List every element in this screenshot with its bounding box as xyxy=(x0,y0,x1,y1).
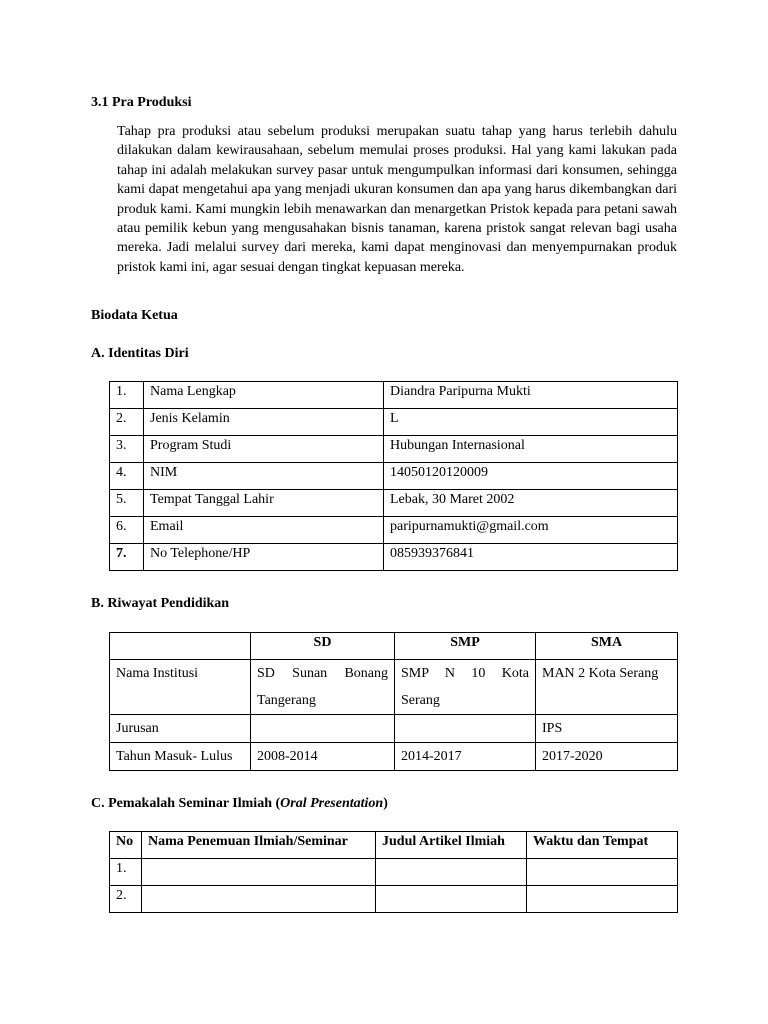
row-label: Tahun Masuk- Lulus xyxy=(110,743,251,771)
smp-cell: SMP N 10 Kota Serang xyxy=(395,660,536,715)
row-value: 14050120120009 xyxy=(384,463,678,490)
row-number: 1. xyxy=(110,859,142,886)
table-row xyxy=(110,382,678,409)
row-label: Tempat Tanggal Lahir xyxy=(144,490,384,517)
sd-cell: SD Sunan Bonang Tangerang xyxy=(251,660,395,715)
row-number: 4. xyxy=(110,463,144,490)
column-header: SMA xyxy=(536,633,678,660)
table-row xyxy=(110,660,678,715)
row-number: 6. xyxy=(110,517,144,544)
row-label: NIM xyxy=(144,463,384,490)
table-row xyxy=(110,544,678,571)
row-number: 5. xyxy=(110,490,144,517)
article-title-cell xyxy=(376,859,527,886)
row-value: paripurnamukti@gmail.com xyxy=(384,517,678,544)
column-header: Judul Artikel Ilmiah xyxy=(376,832,527,859)
table-row xyxy=(110,436,678,463)
table-header-row xyxy=(110,832,678,859)
row-number: 1. xyxy=(110,382,144,409)
row-label: Nama Lengkap xyxy=(144,382,384,409)
smp-cell: 2014-2017 xyxy=(395,743,536,771)
row-value: Lebak, 30 Maret 2002 xyxy=(384,490,678,517)
sma-cell: MAN 2 Kota Serang xyxy=(536,660,678,715)
sma-cell: IPS xyxy=(536,715,678,743)
table-row xyxy=(110,743,678,771)
row-number: 2. xyxy=(110,409,144,436)
column-header: SMP xyxy=(395,633,536,660)
identity-title: A. Identitas Diri xyxy=(91,346,189,361)
row-label: Email xyxy=(144,517,384,544)
body-paragraph: Tahap pra produksi atau sebelum produksi merupakan suatu tahap yang harus terlebih dahulu dilakukan dalam kewirausahaan, sebelum memulai proses produksi. Hal yang kami lakukan pada tahap ini adalah melakukan survey pasar untuk mengumpulkan informasi dari konsumen, sehingga kami dapat mengetahui apa yang menjadi ukuran konsumen dan apa yang harus dikembangkan dari produk kami. Kami mungkin lebih menawarkan dan menargetkan Pristok kepada para petani sawah atau pemilik kebun yang mengusahakan bisnis tanaman, karena pristok sangat relevan bagi usaha mereka. Jadi melalui survey dari mereka, kami dapat menginovasi dan menyempurnakan produk pristok kami ini, agar sesuai dengan tingkat kepuasan mereka. xyxy=(117,124,677,275)
sma-cell: 2017-2020 xyxy=(536,743,678,771)
seminar-title xyxy=(91,795,388,813)
row-label: Jenis Kelamin xyxy=(144,409,384,436)
row-number: 3. xyxy=(110,436,144,463)
table-row xyxy=(110,859,678,886)
row-label: Program Studi xyxy=(144,436,384,463)
row-value: Diandra Paripurna Mukti xyxy=(384,382,678,409)
identity-table xyxy=(109,381,678,571)
seminar-table xyxy=(109,831,678,913)
table-row xyxy=(110,463,678,490)
column-header: SD xyxy=(251,633,395,660)
row-value: Hubungan Internasional xyxy=(384,436,678,463)
biodata-title: Biodata Ketua xyxy=(91,308,178,323)
article-title-cell xyxy=(376,886,527,913)
column-header xyxy=(110,633,251,660)
sd-cell: 2008-2014 xyxy=(251,743,395,771)
time-place-cell xyxy=(527,886,678,913)
row-label: Jurusan xyxy=(110,715,251,743)
row-label: Nama Institusi xyxy=(110,660,251,715)
seminar-title-italic: Oral Presentation xyxy=(280,796,384,811)
section-title: 3.1 Pra Produksi xyxy=(91,95,192,110)
seminar-name-cell xyxy=(142,886,376,913)
column-header: Nama Penemuan Ilmiah/Seminar xyxy=(142,832,376,859)
row-value: 085939376841 xyxy=(384,544,678,571)
table-row xyxy=(110,715,678,743)
time-place-cell xyxy=(527,859,678,886)
row-value: L xyxy=(384,409,678,436)
table-header-row xyxy=(110,633,678,660)
seminar-title-prefix: C. Pemakalah Seminar Ilmiah ( xyxy=(91,796,281,811)
row-number: 2. xyxy=(110,886,142,913)
row-label: No Telephone/HP xyxy=(144,544,384,571)
smp-cell xyxy=(395,715,536,743)
column-header: No xyxy=(110,832,142,859)
seminar-title-suffix: ) xyxy=(383,796,388,811)
table-row xyxy=(110,409,678,436)
column-header: Waktu dan Tempat xyxy=(527,832,678,859)
table-row xyxy=(110,490,678,517)
education-table xyxy=(109,632,678,771)
seminar-name-cell xyxy=(142,859,376,886)
row-number: 7. xyxy=(110,544,144,571)
table-row xyxy=(110,517,678,544)
education-title: B. Riwayat Pendidikan xyxy=(91,596,230,611)
sd-cell xyxy=(251,715,395,743)
table-row xyxy=(110,886,678,913)
